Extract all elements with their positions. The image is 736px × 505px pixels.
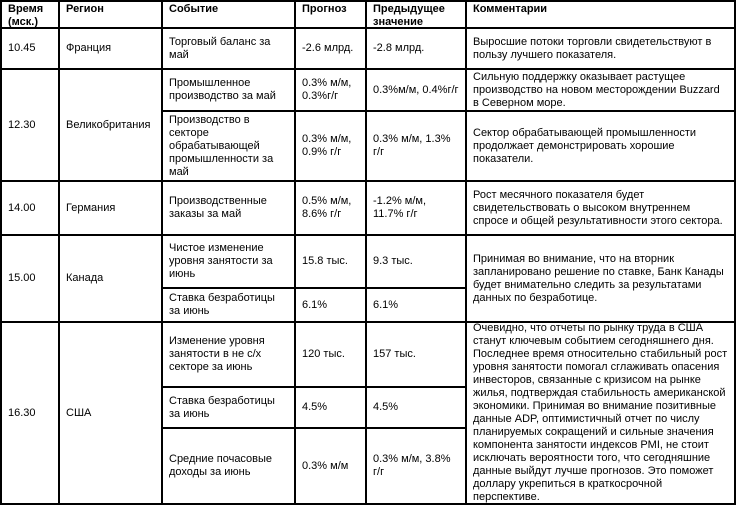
header-comments: Комментарии xyxy=(473,3,548,15)
cell-region: Франция xyxy=(66,42,112,54)
cell-event: Производственные заказы за май xyxy=(169,195,267,220)
cell-comment: Рост месячного показателя будет свидетельствовать о высоком внутреннем спросе и общей результативности этого сектора. xyxy=(473,188,723,227)
cell-event: Промышленное производство за май xyxy=(169,77,276,102)
cell-previous: 157 тыс. xyxy=(373,348,416,360)
cell-previous: 0.3%м/м, 0.4%г/г xyxy=(373,83,459,96)
cell-previous: 0.3% м/м, 3.8% г/г xyxy=(373,453,451,478)
cell-event: Чистое изменение уровня занятости за июнь xyxy=(169,242,273,280)
cell-forecast: 120 тыс. xyxy=(302,348,345,360)
cell-comment: Принимая во внимание, что на вторник запланировано решение по ставке, Банк Канады будет внимательно следить за результатами данных по безработице. xyxy=(473,252,724,304)
cell-forecast: 0.3% м/м, 0.3%г/г xyxy=(302,77,352,102)
cell-event: Изменение уровня занятости в не с/х секторе за июнь xyxy=(169,335,265,373)
cell-region: США xyxy=(66,406,92,419)
cell-forecast: 0.5% м/м, 8.6% г/г xyxy=(302,195,352,220)
cell-time: 14.00 xyxy=(8,201,36,214)
cell-forecast: 4.5% xyxy=(302,401,328,413)
cell-forecast: 0.3% м/м xyxy=(302,459,349,472)
cell-time: 15.00 xyxy=(8,272,36,284)
cell-previous: 9.3 тыс. xyxy=(373,255,413,267)
cell-forecast: 15.8 тыс. xyxy=(302,255,348,267)
header-forecast: Прогноз xyxy=(302,3,347,15)
cell-comment: Сильную поддержку оказывает растущее производство на новом месторождении Buzzard в Северном море. xyxy=(473,70,720,109)
cell-comment: Сектор обрабатывающей промышленности продолжает демонстрировать хорошие показатели. xyxy=(473,126,697,165)
cell-event: Ставка безработицы за июнь xyxy=(169,394,275,420)
cell-previous: 0.3% м/м, 1.3% г/г xyxy=(373,133,451,158)
cell-previous: 6.1% xyxy=(373,298,399,311)
header-previous: Предыдущее значение xyxy=(373,3,445,28)
cell-time: 10.45 xyxy=(8,42,36,54)
cell-previous: -2.8 млрд. xyxy=(373,42,425,54)
header-region: Регион xyxy=(66,3,104,15)
cell-comment: Выросшие потоки торговли свидетельствуют в пользу лучшего показателя. xyxy=(473,35,712,61)
cell-forecast: -2.6 млрд. xyxy=(302,42,354,54)
cell-time: 12.30 xyxy=(8,118,36,131)
header-time: Время (мск.) xyxy=(8,3,44,28)
cell-region: Германия xyxy=(66,201,116,214)
cell-time: 16.30 xyxy=(8,406,36,419)
cell-forecast: 6.1% xyxy=(302,298,328,311)
cell-region: Великобритания xyxy=(66,118,151,131)
cell-event: Производство в секторе обрабатывающей промышленности за май xyxy=(169,113,274,178)
cell-event: Торговый баланс за май xyxy=(169,35,271,61)
header-event: Событие xyxy=(169,3,219,15)
cell-forecast: 0.3% м/м, 0.9% г/г xyxy=(302,133,352,158)
cell-event: Ставка безработицы за июнь xyxy=(169,292,275,317)
cell-comment: Очевидно, что отчеты по рынку труда в США станут ключевым событием сегодняшнего дня. Последнее время относительно стабильный рост уровня занятости помогал сглаживать опасения инвесторов, связанные с кризисом на рынке жилья, подтверждая стабильность американской экономики. Принимая во внимание позитивные данные ADP, оптимистичный отчет по числу планируемых сокращений и сильные значения компонента занятости индексов PMI, не стоит исключать вероятности того, что сегодняшние данные выйдут лучше прогнозов. Это поможет доллару укрепиться в краткосрочной перспективе. xyxy=(473,322,728,503)
cell-previous: -1.2% м/м, 11.7% г/г xyxy=(373,195,427,220)
cell-event: Средние почасовые доходы за июнь xyxy=(169,453,273,478)
cell-region: Канада xyxy=(66,272,104,284)
cell-previous: 4.5% xyxy=(373,401,399,413)
